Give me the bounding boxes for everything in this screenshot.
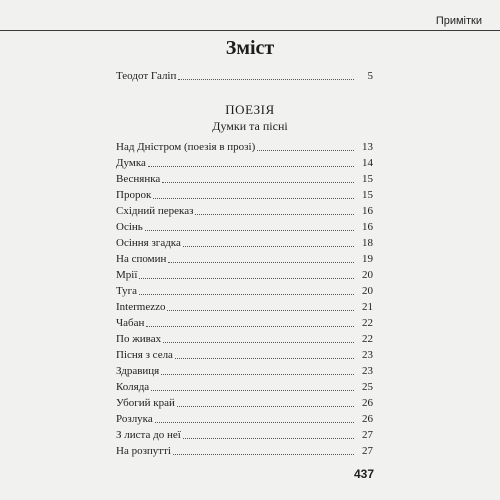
toc-entry-page: 25 bbox=[362, 381, 373, 393]
toc-entry bbox=[116, 442, 374, 458]
toc-entry-page: 5 bbox=[367, 70, 373, 82]
toc-entry-page: 13 bbox=[362, 141, 373, 153]
toc-entry-title: Туга bbox=[116, 285, 138, 297]
toc-entry bbox=[116, 250, 374, 266]
dot-leader bbox=[151, 389, 354, 391]
toc-entry-title: Intermezzo bbox=[116, 301, 166, 313]
dot-leader bbox=[153, 197, 354, 199]
toc-entry bbox=[116, 138, 374, 154]
toc-entry-title: З листа до неї bbox=[116, 429, 181, 441]
toc-entry-page: 16 bbox=[362, 205, 373, 217]
toc-entry-title: Осіння згадка bbox=[116, 237, 181, 249]
toc-entry bbox=[116, 394, 374, 410]
dot-leader bbox=[178, 78, 354, 80]
toc-entry bbox=[116, 218, 374, 234]
toc-entry-page: 27 bbox=[362, 445, 373, 457]
toc-entry bbox=[116, 282, 374, 298]
toc-entry-page: 27 bbox=[362, 429, 373, 441]
toc-entry-page: 18 bbox=[362, 237, 373, 249]
dot-leader bbox=[183, 437, 354, 439]
toc-entry-title: Чабан bbox=[116, 317, 145, 329]
toc-entry-title: Пророк bbox=[116, 189, 152, 201]
dot-leader bbox=[167, 309, 354, 311]
dot-leader bbox=[257, 149, 354, 151]
section-title: ПОЕЗІЯ bbox=[225, 102, 275, 117]
dot-leader bbox=[183, 245, 354, 247]
running-header: Примітки bbox=[435, 15, 482, 27]
toc-entry-page: 14 bbox=[362, 157, 373, 169]
dot-leader bbox=[155, 421, 354, 423]
toc-entry bbox=[116, 410, 374, 426]
page-title: Зміст bbox=[225, 37, 275, 59]
dot-leader bbox=[139, 277, 354, 279]
toc-entry-title: Думка bbox=[116, 157, 146, 169]
toc-entry bbox=[116, 346, 374, 362]
toc-entry bbox=[116, 362, 374, 378]
dot-leader bbox=[146, 325, 354, 327]
toc-entry-page: 15 bbox=[362, 173, 373, 185]
toc-entry-title: Мрії bbox=[116, 269, 138, 281]
toc-entry-page: 15 bbox=[362, 189, 373, 201]
toc-entry-title: Розлука bbox=[116, 413, 153, 425]
header-rule bbox=[0, 30, 500, 31]
dot-leader bbox=[163, 341, 354, 343]
toc-entry-page: 22 bbox=[362, 317, 373, 329]
toc-entry bbox=[116, 298, 374, 314]
dot-leader bbox=[162, 181, 354, 183]
dot-leader bbox=[161, 373, 354, 375]
dot-leader bbox=[168, 261, 354, 263]
toc-entry-page: 20 bbox=[362, 269, 373, 281]
toc-entry-page: 20 bbox=[362, 285, 373, 297]
toc-entry-title: На спомин bbox=[116, 253, 167, 265]
toc-entry-page: 26 bbox=[362, 397, 373, 409]
toc-entry-title: Коляда bbox=[116, 381, 150, 393]
toc-entry-title: Веснянка bbox=[116, 173, 161, 185]
dot-leader bbox=[177, 405, 354, 407]
toc-entry-page: 23 bbox=[362, 365, 373, 377]
toc-entry-title: По живах bbox=[116, 333, 162, 345]
toc-entry-title: На розпутті bbox=[116, 445, 171, 457]
toc-entry-page: 21 bbox=[362, 301, 373, 313]
toc-entry-page: 23 bbox=[362, 349, 373, 361]
toc-entry-title: Над Дністром (поезія в прозі) bbox=[116, 141, 256, 153]
toc-entry bbox=[116, 170, 374, 186]
dot-leader bbox=[173, 453, 354, 455]
page-number: 437 bbox=[353, 467, 374, 481]
dot-leader bbox=[145, 229, 354, 231]
toc-entry-title: Осінь bbox=[116, 221, 143, 233]
toc-entry bbox=[116, 186, 374, 202]
toc-entry bbox=[116, 330, 374, 346]
toc-entry-title: Східний переказ bbox=[116, 205, 194, 217]
toc-entry bbox=[116, 266, 374, 282]
toc-entry bbox=[116, 378, 374, 394]
toc-entry-page: 22 bbox=[362, 333, 373, 345]
toc-entry bbox=[116, 314, 374, 330]
toc-entry-page: 16 bbox=[362, 221, 373, 233]
toc-entry bbox=[116, 426, 374, 442]
toc-entry-intro bbox=[116, 67, 374, 83]
dot-leader bbox=[175, 357, 354, 359]
toc-entry-title: Убогий край bbox=[116, 397, 175, 409]
dot-leader bbox=[195, 213, 354, 215]
toc-entry-page: 19 bbox=[362, 253, 373, 265]
toc-entry-title: Теодот Галіп bbox=[116, 70, 177, 82]
dot-leader bbox=[148, 165, 354, 167]
toc-entry bbox=[116, 234, 374, 250]
dot-leader bbox=[139, 293, 354, 295]
subsection-title: Думки та пісні bbox=[212, 119, 288, 133]
toc-entry-title: Пісня з села bbox=[116, 349, 173, 361]
toc-entry bbox=[116, 154, 374, 170]
toc-entry bbox=[116, 202, 374, 218]
toc-entry-title: Здравиця bbox=[116, 365, 160, 377]
toc-entry-page: 26 bbox=[362, 413, 373, 425]
